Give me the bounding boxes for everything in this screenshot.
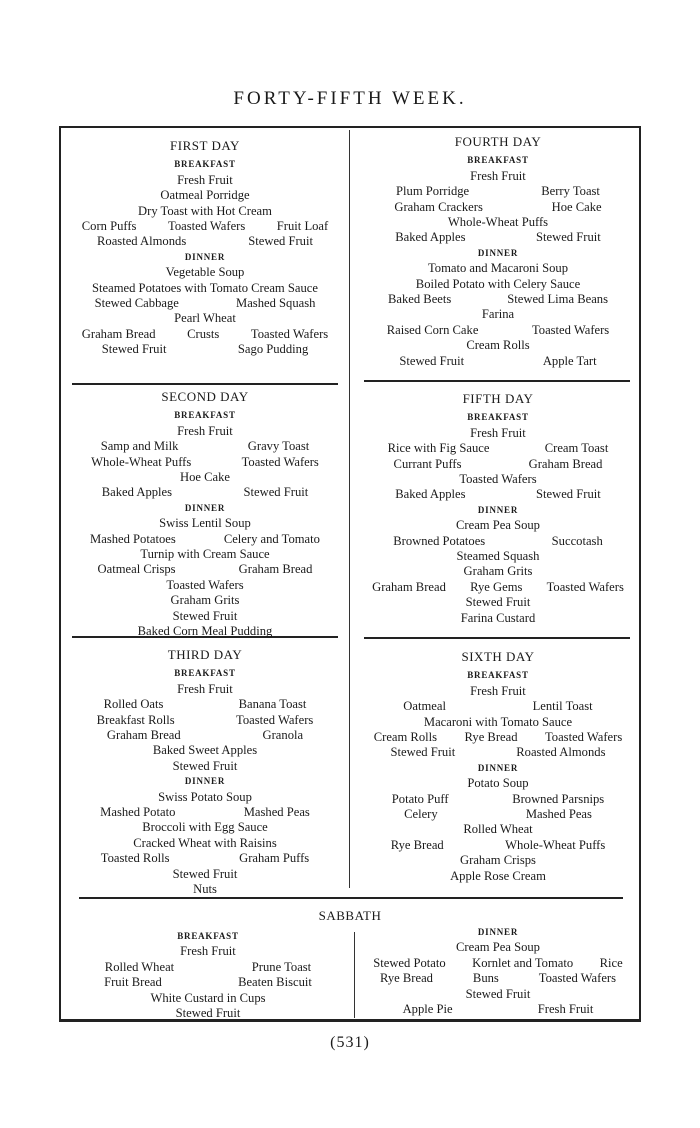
menu-row: [66, 713, 344, 728]
menu-item: Farina: [481, 307, 515, 322]
menu-item: Graham Puffs: [239, 851, 310, 866]
menu-item: Prune Toast: [251, 959, 312, 974]
meal-heading: BREAKFAST: [177, 931, 239, 941]
menu-item: Mashed Potato: [100, 805, 176, 820]
menu-item: Rolled Wheat: [104, 959, 175, 974]
menu-row: [66, 975, 350, 990]
menu-item: Toasted Wafers: [166, 577, 244, 592]
menu-item: Toasted Wafers: [546, 579, 624, 594]
menu-row: [66, 439, 344, 454]
menu-row: [360, 956, 636, 971]
menu-item: Stewed Potato: [373, 955, 446, 970]
menu-row: [360, 338, 636, 353]
menu-item: Beaten Biscuit: [238, 975, 312, 990]
menu-item: Apple Tart: [542, 353, 597, 368]
menu-item: Rye Bread: [390, 837, 444, 852]
menu-row: [66, 697, 344, 712]
menu-item: Toasted Wafers: [236, 712, 314, 727]
menu-item: Boiled Potato with Celery Sauce: [415, 276, 581, 291]
menu-item: Turnip with Cream Sauce: [140, 547, 270, 562]
menu-item: Rice with Fig Sauce: [387, 441, 490, 456]
menu-row: [66, 593, 344, 608]
menu-row: [66, 991, 350, 1006]
menu-item: Mashed Squash: [236, 296, 316, 311]
menu-row: [360, 184, 636, 199]
menu-item: Oatmeal: [403, 699, 446, 714]
day-block: [360, 134, 636, 369]
day-separator: [72, 383, 338, 385]
menu-row: [360, 745, 636, 760]
menu-item: Stewed Cabbage: [94, 296, 179, 311]
menu-item: Plum Porridge: [396, 184, 470, 199]
menu-item: Graham Crackers: [394, 199, 483, 214]
menu-item: Cream Toast: [544, 441, 609, 456]
menu-row: [360, 580, 636, 595]
menu-row: [360, 715, 636, 730]
menu-item: Potato Soup: [467, 776, 529, 791]
menu-item: Toasted Wafers: [531, 322, 610, 337]
menu-row: [66, 327, 344, 342]
sabbath-breakfast: [66, 929, 350, 1021]
menu-row: [360, 323, 636, 338]
menu-item: Graham Bread: [528, 456, 603, 471]
menu-row: [66, 516, 344, 531]
menu-row: [66, 759, 344, 774]
menu-item: Stewed Fruit: [536, 487, 601, 502]
menu-row: [360, 200, 636, 215]
menu-item: Stewed Fruit: [101, 342, 167, 357]
menu-item: Swiss Potato Soup: [158, 789, 252, 804]
meal-heading: BREAKFAST: [467, 155, 529, 166]
menu-item: Whole-Wheat Puffs: [505, 837, 606, 852]
menu-item: Rye Gems: [470, 579, 523, 594]
day-title: FIFTH DAY: [462, 391, 534, 406]
menu-row: [360, 940, 636, 955]
menu-row: [360, 869, 636, 884]
menu-row: [360, 261, 636, 276]
menu-row: [66, 578, 344, 593]
menu-row: [66, 743, 344, 758]
menu-row: [66, 836, 344, 851]
menu-row: [66, 234, 344, 249]
menu-item: Graham Bread: [106, 728, 181, 743]
menu-item: Gravy Toast: [247, 439, 310, 454]
meal-heading: DINNER: [477, 247, 519, 258]
menu-row: [360, 684, 636, 699]
menu-item: Cracked Wheat with Raisins: [133, 835, 277, 850]
menu-item: Rye Bread: [379, 971, 433, 986]
menu-row: [66, 867, 344, 882]
menu-item: Rolled Wheat: [463, 822, 533, 837]
menu-item: Steamed Squash: [456, 549, 540, 564]
menu-item: Fresh Fruit: [470, 168, 526, 183]
menu-row: [66, 311, 344, 326]
menu-item: Kornlet and Tomato: [472, 955, 574, 970]
menu-item: Apple Rose Cream: [450, 868, 546, 883]
menu-item: Stewed Fruit: [536, 230, 601, 245]
meal-heading: DINNER: [477, 762, 519, 773]
menu-row: [66, 485, 344, 500]
menu-item: Apple Pie: [402, 1002, 453, 1017]
meal-heading: BREAKFAST: [174, 668, 236, 679]
menu-row: [66, 851, 344, 866]
menu-item: Stewed Fruit: [390, 745, 456, 760]
sabbath-column-divider: [354, 932, 355, 1018]
menu-item: Cream Rolls: [466, 338, 530, 353]
menu-item: Baked Beets: [387, 292, 452, 307]
menu-row: [66, 944, 350, 959]
day-block: [66, 647, 344, 898]
menu-item: Rice: [599, 955, 623, 970]
menu-item: Baked Apples: [395, 230, 466, 245]
menu-item: Nuts: [193, 882, 217, 897]
menu-row: [360, 838, 636, 853]
menu-row: [66, 455, 344, 470]
menu-row: [360, 822, 636, 837]
menu-item: Stewed Fruit: [465, 595, 531, 610]
menu-row: [66, 173, 344, 188]
day-block: [360, 391, 636, 626]
menu-item: Hoe Cake: [551, 199, 602, 214]
menu-item: Berry Toast: [541, 184, 600, 199]
menu-item: Cream Pea Soup: [456, 940, 540, 955]
menu-item: Celery: [404, 807, 438, 822]
menu-item: Stewed Fruit: [399, 353, 465, 368]
menu-item: Roasted Almonds: [97, 234, 187, 249]
menu-row: [66, 219, 344, 234]
menu-item: Fresh Fruit: [470, 683, 526, 698]
menu-row: [360, 987, 636, 1002]
page-number: (531): [330, 1034, 370, 1051]
menu-item: Stewed Fruit: [172, 866, 238, 881]
menu-row: [360, 230, 636, 245]
menu-item: Fresh Fruit: [470, 425, 526, 440]
menu-item: Succotash: [551, 533, 603, 548]
menu-item: Tomato and Macaroni Soup: [427, 261, 569, 276]
menu-item: Mashed Peas: [243, 805, 310, 820]
menu-row: [66, 609, 344, 624]
menu-item: Browned Potatoes: [393, 533, 486, 548]
menu-item: Fresh Fruit: [537, 1002, 594, 1017]
day-title: THIRD DAY: [167, 647, 243, 662]
menu-row: [360, 595, 636, 610]
menu-row: [360, 564, 636, 579]
menu-row: [360, 457, 636, 472]
menu-item: Lentil Toast: [532, 699, 593, 714]
menu-item: Crusts: [187, 326, 220, 341]
menu-item: Granola: [262, 728, 304, 743]
menu-row: [66, 342, 344, 357]
menu-item: Breakfast Rolls: [96, 712, 175, 727]
menu-item: Fruit Loaf: [276, 219, 329, 234]
menu-item: Cream Pea Soup: [456, 518, 540, 533]
menu-item: Fresh Fruit: [177, 681, 233, 696]
menu-row: [360, 487, 636, 502]
menu-row: [360, 611, 636, 626]
day-separator: [364, 380, 630, 382]
menu-row: [360, 549, 636, 564]
menu-item: Graham Bread: [81, 326, 156, 341]
menu-item: Baked Apples: [101, 485, 173, 500]
menu-item: Fresh Fruit: [180, 944, 236, 959]
menu-row: [66, 805, 344, 820]
menu-row: [360, 426, 636, 441]
meal-heading: DINNER: [184, 776, 226, 787]
menu-row: [360, 307, 636, 322]
menu-item: Toasted Wafers: [250, 326, 329, 341]
menu-item: Stewed Fruit: [248, 234, 313, 249]
menu-row: [66, 265, 344, 280]
meal-heading: DINNER: [184, 251, 226, 262]
menu-item: Toasted Wafers: [544, 730, 623, 745]
day-block: [66, 389, 344, 640]
menu-item: Macaroni with Tomato Sauce: [423, 714, 573, 729]
menu-item: Stewed Fruit: [172, 608, 238, 623]
menu-row: [66, 470, 344, 485]
menu-item: Whole-Wheat Puffs: [91, 454, 192, 469]
menu-row: [360, 1002, 636, 1017]
day-title: FIRST DAY: [170, 138, 240, 153]
menu-row: [66, 624, 344, 639]
menu-item: Graham Bread: [238, 562, 313, 577]
menu-item: Toasted Wafers: [168, 219, 246, 234]
menu-item: Stewed Lima Beans: [507, 292, 608, 307]
menu-item: Samp and Milk: [100, 439, 179, 454]
menu-row: [66, 188, 344, 203]
meal-heading: DINNER: [184, 502, 226, 513]
menu-item: Cream Rolls: [373, 730, 438, 745]
menu-item: Mashed Potatoes: [90, 531, 176, 546]
menu-item: Hoe Cake: [179, 470, 230, 485]
menu-item: Dry Toast with Hot Cream: [138, 203, 272, 218]
day-title: SECOND DAY: [161, 389, 249, 404]
menu-item: Vegetable Soup: [165, 265, 245, 280]
meal-heading: BREAKFAST: [467, 412, 529, 423]
menu-item: Fresh Fruit: [177, 172, 233, 187]
menu-row: [66, 204, 344, 219]
menu-item: Farina Custard: [460, 610, 536, 625]
menu-row: [360, 277, 636, 292]
menu-item: Rolled Oats: [103, 697, 164, 712]
menu-row: [360, 971, 636, 986]
day-title: SIXTH DAY: [461, 649, 535, 664]
menu-item: Baked Sweet Apples: [152, 743, 258, 758]
menu-item: Oatmeal Porridge: [160, 188, 250, 203]
menu-row: [360, 215, 636, 230]
menu-item: Graham Crisps: [460, 853, 536, 868]
menu-item: Rye Bread: [464, 730, 518, 745]
menu-row: [360, 730, 636, 745]
menu-item: Mashed Peas: [525, 807, 592, 822]
menu-item: Swiss Lentil Soup: [159, 516, 251, 531]
menu-row: [66, 296, 344, 311]
menu-item: Corn Puffs: [81, 219, 137, 234]
column-divider: [349, 130, 350, 888]
menu-row: [66, 882, 344, 897]
day-title: FOURTH DAY: [454, 134, 542, 149]
menu-item: Celery and Tomato: [223, 531, 320, 546]
menu-row: [360, 792, 636, 807]
menu-item: Baked Apples: [395, 487, 466, 502]
menu-row: [66, 682, 344, 697]
menu-row: [66, 820, 344, 835]
meal-heading: BREAKFAST: [174, 159, 236, 170]
menu-item: Stewed Fruit: [172, 758, 238, 773]
menu-item: Fruit Bread: [104, 975, 162, 990]
menu-item: Stewed Fruit: [465, 986, 531, 1001]
menu-item: Graham Grits: [170, 593, 240, 608]
menu-item: White Custard in Cups: [150, 990, 266, 1005]
sabbath-title: SABBATH: [318, 908, 382, 923]
page-title: FORTY-FIFTH WEEK.: [233, 88, 467, 109]
menu-row: [360, 441, 636, 456]
menu-row: [66, 532, 344, 547]
menu-item: Broccoli with Egg Sauce: [142, 820, 268, 835]
menu-row: [360, 776, 636, 791]
menu-item: Buns: [472, 971, 499, 986]
meal-heading: DINNER: [477, 504, 519, 515]
menu-item: Steamed Potatoes with Tomato Cream Sauce: [92, 280, 318, 295]
meal-heading: DINNER: [477, 927, 519, 937]
menu-item: Browned Parsnips: [512, 791, 605, 806]
meal-heading: BREAKFAST: [174, 410, 236, 421]
menu-row: [360, 292, 636, 307]
menu-item: Pearl Wheat: [174, 311, 236, 326]
day-block: [66, 138, 344, 358]
menu-item: Toasted Wafers: [538, 971, 617, 986]
menu-item: Banana Toast: [238, 697, 307, 712]
sabbath-dinner: [360, 925, 636, 1017]
menu-row: [360, 518, 636, 533]
day-block: [360, 649, 636, 884]
menu-item: Sago Pudding: [237, 342, 309, 357]
menu-item: Oatmeal Crisps: [97, 562, 176, 577]
menu-item: Currant Puffs: [393, 456, 462, 471]
menu-item: Raised Corn Cake: [386, 322, 479, 337]
menu-row: [360, 472, 636, 487]
menu-row: [66, 547, 344, 562]
menu-row: [360, 807, 636, 822]
menu-item: Stewed Fruit: [175, 1006, 241, 1021]
menu-row: [66, 728, 344, 743]
menu-row: [66, 960, 350, 975]
meal-heading: BREAKFAST: [467, 670, 529, 681]
menu-item: Roasted Almonds: [516, 745, 606, 760]
menu-row: [360, 853, 636, 868]
menu-row: [360, 699, 636, 714]
day-separator: [364, 637, 630, 639]
menu-row: [66, 562, 344, 577]
menu-item: Graham Grits: [463, 564, 533, 579]
menu-item: Toasted Rolls: [100, 851, 170, 866]
menu-item: Toasted Wafers: [241, 454, 319, 469]
menu-item: Potato Puff: [391, 791, 449, 806]
menu-row: [66, 281, 344, 296]
menu-item: Whole-Wheat Puffs: [447, 215, 549, 230]
menu-row: [66, 790, 344, 805]
menu-row: [360, 534, 636, 549]
menu-row: [66, 1006, 350, 1021]
menu-row: [360, 354, 636, 369]
menu-item: Baked Corn Meal Pudding: [137, 624, 273, 639]
menu-item: Fresh Fruit: [177, 423, 233, 438]
menu-item: Toasted Wafers: [459, 472, 537, 487]
menu-item: Stewed Fruit: [243, 485, 309, 500]
menu-row: [66, 424, 344, 439]
menu-row: [360, 169, 636, 184]
menu-item: Graham Bread: [372, 579, 446, 594]
